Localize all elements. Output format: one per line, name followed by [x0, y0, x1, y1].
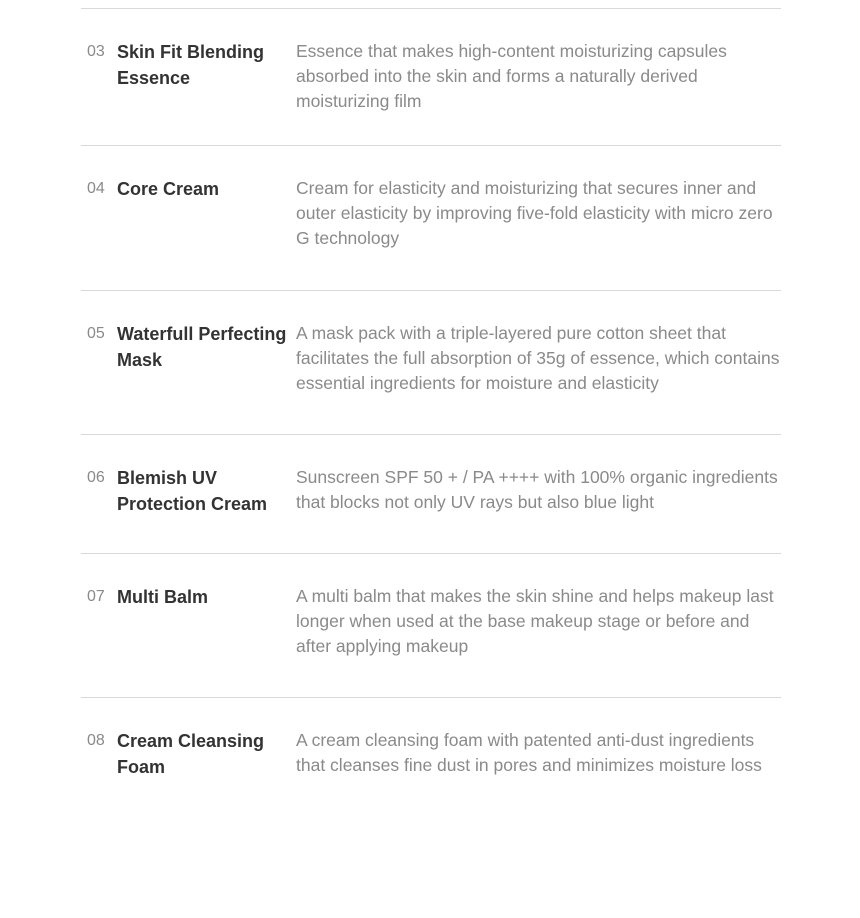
product-description: A mask pack with a triple-layered pure cotton sheet that facilitates the full absorption of 35g of essence, which contains essential ingredients for moisture and elasticity — [296, 323, 780, 393]
product-number: 07 — [87, 588, 105, 605]
product-description: A cream cleansing foam with patented anti-dust ingredients that cleanses fine dust in pores and minimizes moisture loss — [296, 730, 762, 775]
product-description: Essence that makes high-content moisturizing capsules absorbed into the skin and forms a naturally derived moisturizing film — [296, 41, 727, 111]
product-row — [81, 146, 781, 291]
product-description: A multi balm that makes the skin shine and helps makeup last longer when used at the base makeup stage or before and after applying makeup — [296, 586, 774, 656]
product-description: Sunscreen SPF 50 + / PA ++++ with 100% organic ingredients that blocks not only UV rays but also blue light — [296, 467, 778, 512]
product-name: Blemish UV Protection Cream — [117, 468, 268, 514]
product-row — [81, 554, 781, 698]
product-number: 03 — [87, 43, 105, 60]
product-row — [81, 9, 781, 146]
product-number: 05 — [87, 325, 105, 342]
product-description: Cream for elasticity and moisturizing that secures inner and outer elasticity by improving five-fold elasticity with micro zero G technology — [296, 178, 773, 248]
product-name: Multi Balm — [117, 587, 209, 607]
product-row — [81, 435, 781, 554]
product-name: Skin Fit Blending Essence — [117, 42, 264, 88]
product-name: Core Cream — [117, 179, 220, 199]
product-row — [81, 291, 781, 435]
product-number: 06 — [87, 469, 105, 486]
product-list — [81, 8, 781, 828]
product-number: 04 — [87, 180, 105, 197]
product-name: Waterfull Perfecting Mask — [117, 324, 287, 370]
product-row — [81, 698, 781, 828]
product-number: 08 — [87, 732, 105, 749]
product-name: Cream Cleansing Foam — [117, 731, 265, 777]
